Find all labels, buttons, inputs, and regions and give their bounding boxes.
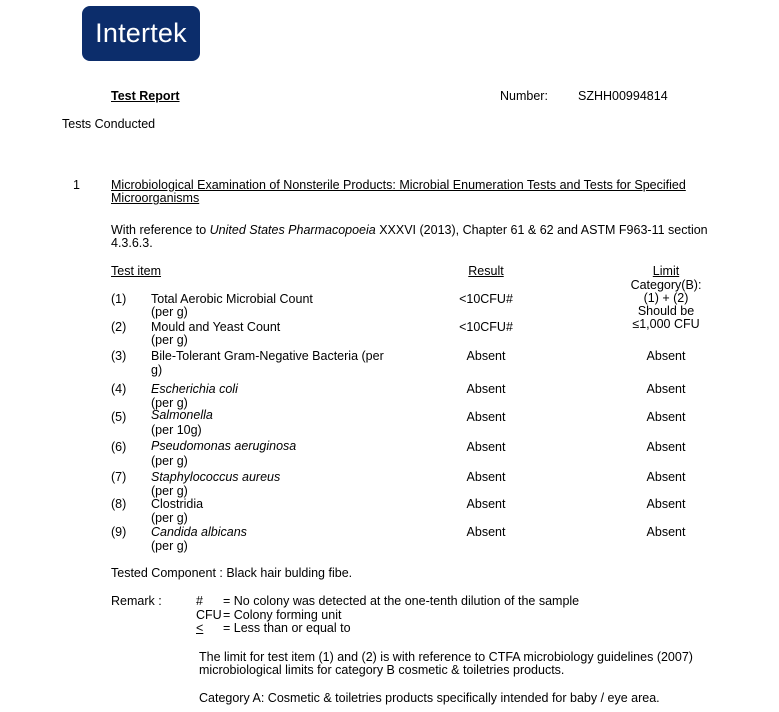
row-number: (4) <box>111 382 127 396</box>
reference-pharmacopoeia: United States Pharmacopoeia <box>209 223 376 237</box>
remark-text: = No colony was detected at the one-tenth dilution of the sample <box>223 594 580 608</box>
remark-label: Remark : <box>111 594 162 608</box>
row-limit: Absent <box>646 410 686 424</box>
row-item-unit: (per 10g) <box>151 423 202 437</box>
row-item-name: Candida albicans <box>151 525 247 539</box>
remark-text: = Less than or equal to <box>223 621 351 635</box>
row-result: Absent <box>466 497 506 511</box>
remark-symbol: # <box>196 594 203 608</box>
reference-suffix: XXXVI (2013), Chapter 61 & 62 and ASTM F963-11 section <box>375 223 708 237</box>
row-result: Absent <box>466 382 506 396</box>
header-limit: Limit <box>652 264 680 278</box>
report-number-label: Number: <box>500 89 548 103</box>
remark-symbol: CFU <box>196 608 222 622</box>
row-item-unit: (per g) <box>151 305 188 319</box>
test-title-line1: Microbiological Examination of Nonsterile Products: Microbial Enumeration Tests and Tests for Specified <box>111 178 686 192</box>
row-number: (7) <box>111 470 127 484</box>
row-item-unit: (per g) <box>151 396 188 410</box>
limit-group <box>606 279 726 332</box>
row-item-unit: (per g) <box>151 539 188 553</box>
row-result: Absent <box>466 470 506 484</box>
row-item-unit: g) <box>151 363 163 377</box>
row-number: (1) <box>111 292 127 306</box>
row-item-name: Salmonella <box>151 408 213 422</box>
row-item-name: Staphylococcus aureus <box>151 470 281 484</box>
row-limit: Absent <box>646 497 686 511</box>
row-item-name: Pseudomonas aeruginosa <box>151 439 297 453</box>
limit-group-line: ≤1,000 CFU <box>632 317 700 332</box>
row-limit: Absent <box>646 525 686 539</box>
row-number: (5) <box>111 410 127 424</box>
remark-text: = Colony forming unit <box>223 608 342 622</box>
section-title: Tests Conducted <box>62 117 156 131</box>
limit-group-line: Category(B): <box>630 278 702 292</box>
test-reference-line2: 4.3.6.3. <box>111 236 153 250</box>
row-item-unit: (per g) <box>151 511 188 525</box>
intertek-logo: Intertek <box>82 6 200 61</box>
limit-note-line1: The limit for test item (1) and (2) is with reference to CTFA microbiology guidelines (2007) <box>199 650 693 664</box>
row-result: <10CFU# <box>459 320 513 334</box>
row-number: (8) <box>111 497 127 511</box>
row-number: (9) <box>111 525 127 539</box>
row-number: (2) <box>111 320 127 334</box>
row-result: Absent <box>466 410 506 424</box>
category-a-note: Category A: Cosmetic & toiletries products specifically intended for baby / eye area. <box>199 691 660 705</box>
test-title-line2: Microorganisms <box>111 191 200 205</box>
row-limit: Absent <box>646 470 686 484</box>
report-title: Test Report <box>111 89 180 103</box>
row-result: <10CFU# <box>459 292 513 306</box>
report-number-value: SZHH00994814 <box>578 89 668 103</box>
row-item-name: Mould and Yeast Count <box>151 320 281 334</box>
row-limit: Absent <box>646 440 686 454</box>
limit-group-line: Should be <box>637 304 695 319</box>
row-number: (3) <box>111 349 127 363</box>
test-reference <box>111 224 708 237</box>
row-result: Absent <box>466 440 506 454</box>
row-item-unit: (per g) <box>151 484 188 498</box>
header-test-item: Test item <box>111 264 162 278</box>
row-item-name: Clostridia <box>151 497 204 511</box>
row-item-name: Escherichia coli <box>151 382 238 396</box>
tested-component: Tested Component : Black hair bulding fibe. <box>111 566 353 580</box>
limit-note-line2: microbiological limits for category B cosmetic & toiletries products. <box>199 663 565 677</box>
row-item-unit: (per g) <box>151 333 188 347</box>
row-limit: Absent <box>646 382 686 396</box>
reference-prefix: With reference to <box>111 223 210 237</box>
row-item-unit: (per g) <box>151 454 188 468</box>
row-limit: Absent <box>646 349 686 363</box>
row-result: Absent <box>466 349 506 363</box>
row-item-name: Total Aerobic Microbial Count <box>151 292 313 306</box>
row-item-name: Bile-Tolerant Gram-Negative Bacteria (per <box>151 349 384 363</box>
test-index: 1 <box>73 178 80 192</box>
limit-group-line: (1) + (2) <box>643 291 689 306</box>
remark-symbol: < <box>196 621 204 635</box>
row-result: Absent <box>466 525 506 539</box>
row-number: (6) <box>111 440 127 454</box>
header-result: Result <box>468 264 504 278</box>
